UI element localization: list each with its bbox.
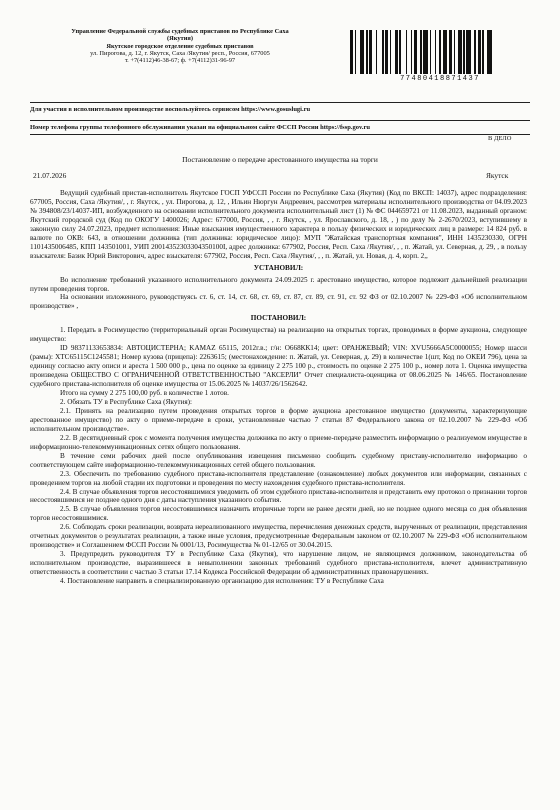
clause-2: 2. Обязать ТУ в Республике Саха (Якутия): bbox=[60, 397, 193, 406]
stamp-text: В ДЕЛО bbox=[488, 135, 512, 142]
document-body bbox=[30, 189, 527, 586]
barcode-number: 77480418871437 bbox=[400, 75, 480, 83]
section-heading-resolved: ПОСТАНОВИЛ: bbox=[250, 314, 307, 323]
issuer-name: Управление Федеральной службы судебных приставов по Республике Саха bbox=[71, 28, 289, 35]
clause-2-3: 2.3. Обеспечить по требованию судебного пристава-исполнителя представление (ознакомление) любых документов или информации, связанных с проведением торгов на любой стадии их подготовки и проведения по месту нахождения судебного пристава-исполнителя. bbox=[30, 469, 527, 487]
paragraph-arrest: Во исполнение требований указанного исполнительного документа 24.09.2025 г. арестовано имущество, которое подлежит дальнейшей реализации путем проведения торгов. bbox=[30, 275, 527, 293]
barcode-bar bbox=[492, 30, 494, 74]
clause-4: 4. Постановление направить в специализированную организацию для исполнения: ТУ в Республике Саха bbox=[60, 577, 384, 586]
divider bbox=[30, 134, 530, 135]
clause-2-6: 2.6. Соблюдать сроки реализации, возврата нереализованного имущества, перечисления денежных средств, вырученных от реализации, представления отчетных документов о результатах реализации, а также иные условия, предусмотренные Федеральным законом от 02.10.2007 № 229-ФЗ «Об исполнительном производстве» и Соглашением ФССП России № 0001/13, Росимущества № 01-12/65 от 30.04.2015. bbox=[30, 523, 527, 550]
clause-1: 1. Передать в Росимущество (территориальный орган Росимущества) на реализацию на открытых торгах, проводимых в форме аукциона, следующее имущество: bbox=[30, 326, 527, 344]
intro-paragraph: Ведущий судебный пристав-исполнитель Якутское ГОСП УФССП России по Республике Саха (Якутия) (Код по ВКСП: 14037), адрес подразделения: 677005, Россия, Саха /Якутия/, , г. Якутск, , ул. Пирогова, д. 12, , Ильин Нюргун Андреевич, рассмотрев материалы исполнительного производства от 04.09.2023 № 394808/23/14037-ИП, возбужденного на основании исполнительного документа исполнительный лист (1) № ФС 044659721 от 11.08.2023, выданный органом: Якутский городской суд (Код по ОКОГУ 1400026; Адрес: 677000, Россия, , , г. Якутск, , ул. Ярославского, д. 18, , ) по делу № 2-2670/2023, вступившему в законную силу 24.07.2023, предмет исполнения: Иные взыскания имущественного характера в пользу физических и юридических лиц в размере: 14 824 руб. в валюте по ОКВ: 643, в отношении должника (тип должника: юридическое лицо): МУП "Жатайская транспортная компания", ИНН 1435230330, ОГРН 1101435006485, КПП 143501001, УИП 20014352303304350100I, адрес должника: 677902, Россия, Респ. Саха /Якутия/, , , п. Жатай, ул. Северная, д. 29, , в пользу взыскателя: Базик Юрий Викторович, адрес взыскателя: 677902, Россия, Респ. Саха /Якутия/, , , п. Жатай, ул. Новая, д. 4, корп. 2,, bbox=[30, 189, 527, 260]
barcode bbox=[350, 30, 530, 74]
phone-notice: Номер телефона группы телефонного обслуживания указан на официальном сайте ФССП России https://fssp.gov.ru bbox=[30, 124, 370, 131]
clause-2-2: 2.2. В десятидневный срок с момента получения имущества должника по акту о приеме-передаче разместить информацию о реализуемом имуществе в информационно-телекоммуникационных сетях общего пользования. bbox=[30, 433, 527, 451]
clause-2-1: 2.1. Принять на реализацию путем проведения открытых торгов в форме аукциона арестованное имущество (документы, характеризующие арестованное имущество) по акту о приеме-передаче в сроки, установленные частью 7 статьи 87 Федерального закона от 02.10.2007 № 229-ФЗ «Об исполнительном производстве». bbox=[30, 406, 527, 433]
clause-2-4: 2.4. В случае объявления торгов несостоявшимися уведомить об этом судебного пристава-исполнителя и представить ему протокол о признании торгов несостоявшимися не позднее одного дня с даты наступления указанного события. bbox=[30, 487, 527, 505]
property-item: ID 98371133653834: АВТОЦИСТЕРНА; KAMAZ 65115, 2012г.в.; г/н: О668КК14; цвет: ОРАНЖЕВЫЙ; VIN: XVU5666A5C0000055; Номер шасси (рамы): XTC65115C1245581; Номер кузова (прицепа): 2263615; (местонахождение: п. Жатай, ул. Северная, д. 29) в количестве 1(шт, Код по ОКЕИ 796), цена за единицу согласно акту описи и ареста 1 500 000 р., цена по оценке за единицу 2 275 100 р., стоимость по оценке 2 275 100 р., номер лота 1. Оценка имущества произведена ОБЩЕСТВО С ОГРАНИЧЕННОЙ ОТВЕТСТВЕННОСТЬЮ "АКСЕРЛИ" Отчет специалиста-оценщика от 08.06.2025 № 146/65. Постановление судебного пристава-исполнителя об оценке имущества от 15.06.2025 № 14037/26/1562642. bbox=[30, 344, 527, 389]
issuer-department: Якутское городское отделение судебных приставов bbox=[106, 42, 254, 50]
issuer-phone: т. +7(4112)46-38-67; ф. +7(4112)31-96-97 bbox=[124, 57, 236, 65]
section-heading-established: УСТАНОВИЛ: bbox=[253, 263, 304, 272]
document-date: 21.07.2026 bbox=[33, 171, 67, 180]
clause-2-5: 2.5. В случае объявления торгов несостоявшимися назначить вторичные торги не ранее десяти дней, но не позднее одного месяца со дня объявления торгов несостоявшимися. bbox=[30, 505, 527, 523]
document-title: Постановление о передаче арестованного имущества на торги bbox=[182, 155, 378, 164]
paragraph-basis: На основании изложенного, руководствуясь ст. 6, ст. 14, ст. 68, ст. 69, ст. 87, ст. 89, ст. 91, ст. 92 ФЗ от 02.10.2007 № 229-ФЗ «Об исполнительном производстве» , bbox=[30, 293, 527, 311]
issuer-header bbox=[30, 28, 330, 64]
barcode-block bbox=[350, 30, 530, 83]
gosuslugi-notice: Для участия в исполнительном производстве воспользуйтесь сервисом https://www.gosuslugi.ru bbox=[30, 106, 311, 113]
divider bbox=[30, 102, 530, 103]
total-amount: Итого на сумму 2 275 100,00 руб. в количестве 1 лотов. bbox=[60, 389, 229, 398]
issuer-address: ул. Пирогова, д. 12, г. Якутск, Саха /Якутия/ респ., Россия, 677005 bbox=[90, 49, 270, 57]
issuer-region: (Якутия) bbox=[167, 35, 193, 43]
clause-2-2-b: В течение семи рабочих дней после опубликования извещения письменно сообщить судебному приставу-исполнителю информацию о соответствующем сайте информационно-телекоммуникационных сетей общего пользования. bbox=[30, 451, 527, 469]
clause-3: 3. Предупредить руководителя ТУ в Республике Саха (Якутия), что нарушение лицом, не являющимся должником, законодательства об исполнительном производстве, выразившееся в невыполнении законных требований судебного пристава-исполнителя, влечет административную ответственность в соответствии с частью 3 статьи 17.14 Кодекса Российской Федерации об административных правонарушениях. bbox=[30, 550, 527, 577]
document-city: Якутск bbox=[486, 171, 509, 180]
divider bbox=[30, 120, 530, 121]
